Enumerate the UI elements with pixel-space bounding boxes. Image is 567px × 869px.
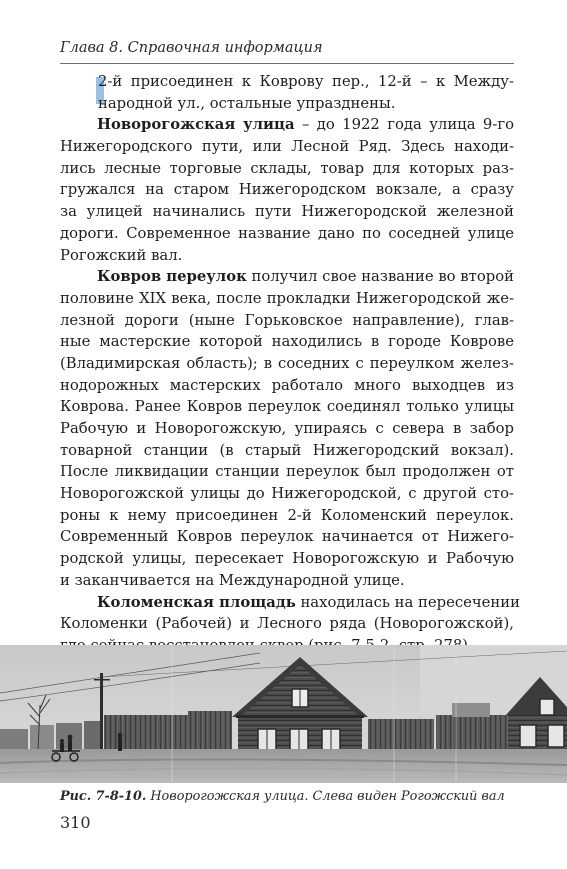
figure-label: Рис. 7-8-10. — [60, 789, 147, 804]
text-line: народной ул., остальные упразднены. — [98, 94, 396, 112]
text-run: – до 1922 года улица 9-го — [294, 116, 514, 134]
term-heading: Новорогожская улица — [97, 116, 295, 134]
text-line: Коврова. Ранее Ковров переулок соединял только улицы — [60, 398, 514, 416]
text-line: Нижегородского пути, или Лесной Ряд. Здесь находи- — [60, 138, 514, 156]
text-line — [60, 114, 514, 136]
text-line: После ликвидации станции переулок был продолжен от — [60, 463, 514, 481]
street-photo — [0, 645, 567, 783]
text-line — [60, 592, 521, 614]
article-body — [60, 71, 521, 657]
text-line: Новорогожской улицы до Нижегородской, с другой сто- — [60, 485, 514, 503]
figure-caption-text: Новорогожская улица. Слева виден Рогожский вал — [146, 789, 505, 804]
text-line: лезной дороги (ныне Горьковское направление), глав- — [60, 311, 514, 329]
page-number: 310 — [60, 813, 91, 832]
term-heading: Коломенская площадь — [97, 593, 296, 611]
paragraph-continuation — [60, 71, 514, 114]
text-line: Рогожский вал. — [60, 246, 183, 264]
text-line: Коломенки (Рабочей) и Лесного ряда (Новорогожской), — [60, 615, 514, 633]
text-line: и заканчивается на Международной улице. — [60, 571, 405, 589]
text-line: ные мастерские которой находились в городе Коврове — [60, 333, 514, 351]
text-line: гружался на старом Нижегородском вокзале, а сразу — [60, 181, 514, 199]
term-heading: Ковров переулок — [97, 268, 247, 286]
figure-caption — [60, 789, 505, 804]
text-line: нодорожных мастерских работало много выходцев из — [60, 376, 514, 394]
street-photo-illustration — [0, 645, 567, 783]
text-line: половине XIX века, после прокладки Нижегородской же- — [60, 289, 514, 307]
paragraph-novorogozhskaya — [60, 114, 514, 266]
text-line: роны к нему присоединен 2-й Коломенский переулок. — [60, 506, 514, 524]
text-line — [60, 266, 514, 288]
header-rule — [60, 63, 514, 64]
text-line: за улицей начинались пути Нижегородской железной — [60, 203, 514, 221]
text-line: Современный Ковров переулок начинается от Нижего- — [60, 528, 514, 546]
text-line: лись лесные торговые склады, товар для которых раз- — [60, 159, 514, 177]
text-line: 2-й присоединен к Коврову пер., 12-й – к Между- — [98, 73, 514, 90]
running-header: Глава 8. Справочная информация — [60, 40, 323, 56]
text-line: товарной станции (в старый Нижегородский вокзал). — [60, 441, 514, 459]
text-line: дороги. Современное название дано по соседней улице — [60, 224, 514, 242]
text-line: (Владимирская область); в соседних с переулком желез- — [60, 354, 514, 372]
text-run: получил свое название во второй — [246, 268, 514, 286]
text-run: находилась на пересечении — [295, 593, 521, 611]
paragraph-kovrov — [60, 266, 514, 591]
text-line: Рабочую и Новорогожскую, упираясь с севера в забор — [60, 420, 514, 437]
text-line: родской улицы, пересекает Новорогожскую и Рабочую — [60, 550, 514, 568]
